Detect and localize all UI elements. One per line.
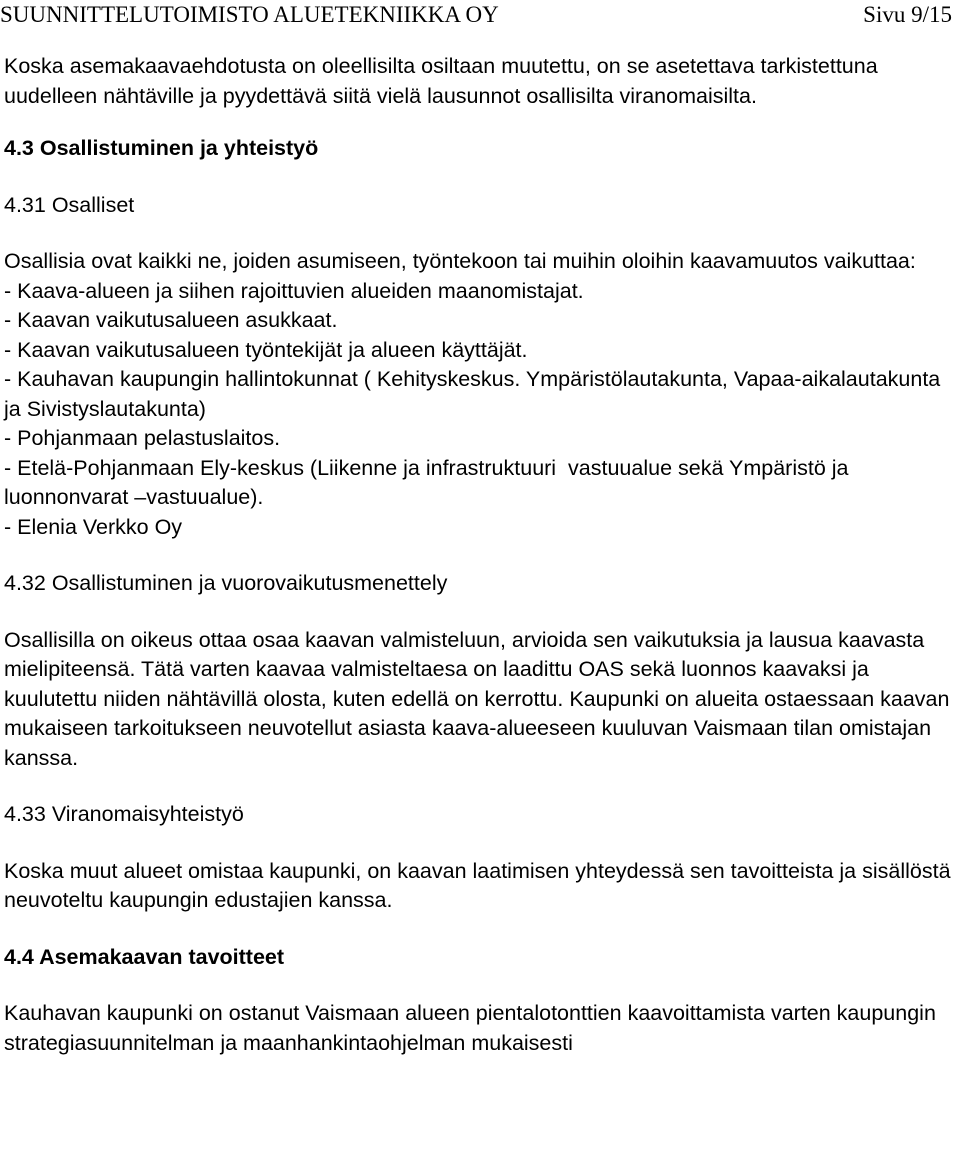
page-number: Sivu 9/15 bbox=[863, 2, 952, 27]
participant-item: - Elenia Verkko Oy bbox=[4, 514, 183, 539]
section-heading-4-31: 4.31 Osalliset bbox=[4, 192, 135, 217]
participant-item: - Pohjanmaan pelastuslaitos. bbox=[4, 426, 281, 450]
section-heading-4-4: 4.4 Asemakaavan tavoitteet bbox=[4, 944, 285, 969]
plan-goals-paragraph: Kauhavan kaupunki on ostanut Vaismaan alueen pientalotonttien kaavoittamista varten kaupungin strategiasuunnitelman ja maanhankintaohjelman mukaisesti bbox=[4, 1001, 936, 1055]
participant-item: - Kaavan vaikutusalueen työntekijät ja alueen käyttäjät. bbox=[4, 337, 528, 362]
section-heading-4-33: 4.33 Viranomaisyhteistyö bbox=[4, 802, 244, 826]
participant-item: - Kaavan vaikutusalueen asukkaat. bbox=[4, 308, 338, 332]
section-heading-4-32: 4.32 Osallistuminen ja vuorovaikutusmenettely bbox=[4, 571, 448, 595]
section-heading-4-3: 4.3 Osallistuminen ja yhteistyö bbox=[4, 136, 319, 160]
intro-paragraph: Koska asemakaavaehdotusta on oleellisilta osiltaan muutettu, on se asetettava tarkistettuna uudelleen nähtäville ja pyydettävä siitä vielä lausunnot osallisilta viranomaisilta. bbox=[4, 54, 878, 108]
page-header bbox=[0, 0, 956, 32]
participant-item: - Kaava-alueen ja siihen rajoittuvien alueiden maanomistajat. bbox=[4, 278, 584, 303]
organization-name: SUUNNITTELUTOIMISTO ALUETEKNIIKKA OY bbox=[0, 2, 499, 27]
document-body bbox=[4, 52, 956, 1058]
participants-lead: Osallisia ovat kaikki ne, joiden asumiseen, työntekoon tai muihin oloihin kaavamuutos vaikuttaa: bbox=[4, 249, 916, 273]
participant-item: - Etelä-Pohjanmaan Ely-keskus (Liikenne ja infrastruktuuri vastuualue sekä Ympäristö ja luonnonvarat –vastuualue). bbox=[4, 455, 855, 509]
authority-cooperation-paragraph: Koska muut alueet omistaa kaupunki, on kaavan laatimisen yhteydessä sen tavoitteista ja sisällöstä neuvoteltu kaupungin edustajien kanssa. bbox=[4, 858, 951, 912]
participant-item: - Kauhavan kaupungin hallintokunnat ( Kehityskeskus. Ympäristölautakunta, Vapaa-aikalautakunta ja Sivistyslautakunta) bbox=[4, 367, 947, 421]
participation-paragraph: Osallisilla on oikeus ottaa osaa kaavan valmisteluun, arvioida sen vaikutuksia ja lausua kaavasta mielipiteensä. Tätä varten kaavaa valmisteltaesa on laadittu OAS sekä luonnos kaavaksi ja kuulutettu niiden nähtävillä olosta, kuten edellä on kerrottu. Kaupunki on alueita ostaessaan kaavan mukaiseen tarkoitukseen neuvotellut asiasta kaava-alueeseen kuuluvan Vaismaan tilan omistajan kanssa. bbox=[4, 627, 950, 770]
